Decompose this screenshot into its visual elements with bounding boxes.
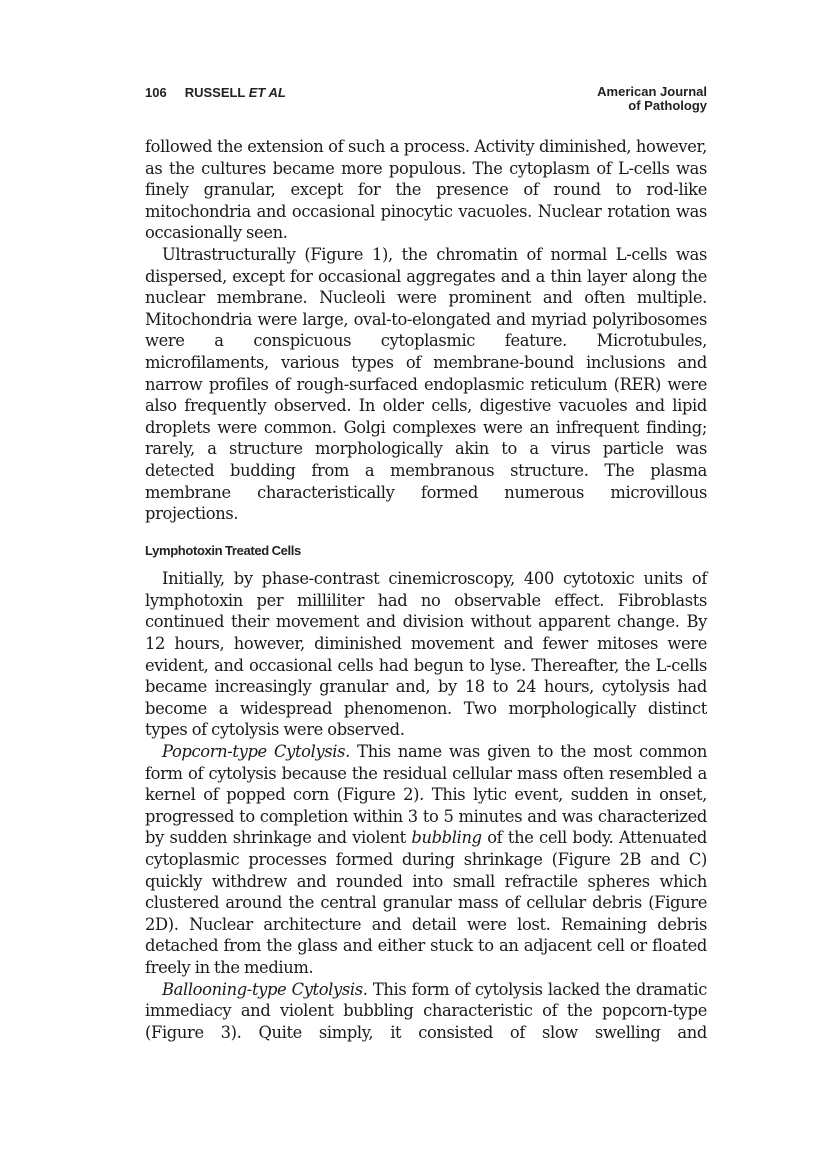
popcorn-run-in-heading: Popcorn-type Cytolysis.: [162, 742, 350, 762]
journal-title-line2: of Pathology: [628, 98, 707, 113]
paragraph-popcorn-cytolysis: [145, 741, 707, 979]
running-head-left: [145, 85, 286, 100]
journal-title: [597, 85, 707, 113]
running-head: [145, 82, 707, 118]
ballooning-run-in-heading: Ballooning-type Cytolysis.: [162, 979, 368, 999]
ballooning-text: This form of cytolysis lacked the dramatic immediacy and violent bubbling characteristic of the popcorn-type (Figure 3). Quite simply, it consisted of slow swelling and: [145, 979, 707, 1042]
paragraph-ballooning-cytolysis: [145, 979, 707, 1044]
paragraph-continued: followed the extension of such a process. Activity diminished, however, as the cultures became more populous. The cytoplasm of L-cells was finely granular, except for the presence of round to rod-like mitochondria and occasional pinocytic vacuoles. Nuclear rotation was occasionally seen.: [145, 137, 707, 243]
journal-page: [145, 82, 707, 1043]
running-head-authors: RUSSELL: [184, 85, 246, 100]
popcorn-text-a: This name was given to the most common form of cytolysis because the residual cellular mass often resembled a kernel of popped corn (Figure 2). This lytic event, sudden in onset, progressed to completion within 3 to 5 minutes and was characterized by sudden shrinkage and violent: [145, 742, 707, 848]
journal-title-line1: American Journal: [597, 84, 707, 99]
page-number: 106: [145, 85, 167, 100]
popcorn-emphasis: bubbling: [411, 828, 482, 848]
paragraph-ultrastructure: Ultrastructurally (Figure 1), the chromatin of normal L-cells was dispersed, except for occasional aggregates and a thin layer along the nuclear membrane. Nucleoli were prominent and often multiple. Mitochondria were large, oval-to-elongated and myriad polyribosomes were a conspicuous cytoplasmic feature. Microtubules, microfilaments, various types of membrane-bound inclusions and narrow profiles of rough-surfaced endoplasmic reticulum (RER) were also frequently observed. In older cells, digestive vacuoles and lipid droplets were common. Golgi complexes were an infrequent finding; rarely, a structure morphologically akin to a virus particle was detected budding from a membranous structure. The plasma membrane characteristically formed numerous microvillous projections.: [145, 244, 707, 524]
popcorn-text-b: of the cell body. Attenuated cytoplasmic processes formed during shrinkage (Figure 2B and C) quickly withdrew and rounded into small refractile spheres which clustered around the central granular mass of cellular debris (Figure 2D). Nuclear architecture and detail were lost. Remaining debris detached from the glass and either stuck to an adjacent cell or floated freely in the medium.: [145, 828, 707, 977]
section-heading: Lymphotoxin Treated Cells: [145, 542, 301, 558]
paragraph-initial-observations: Initially, by phase-contrast cinemicroscopy, 400 cytotoxic units of lymphotoxin per milliliter had no observable effect. Fibroblasts continued their movement and division without apparent change. By 12 hours, however, diminished movement and fewer mitoses were evident, and occasional cells had begun to lyse. Thereafter, the L-cells became increasingly granular and, by 18 to 24 hours, cytolysis had become a widespread phenomenon. Two morphologically distinct types of cytolysis were observed.: [145, 569, 707, 740]
article-body: [145, 136, 707, 1043]
running-head-et-al: ET AL: [248, 85, 286, 100]
